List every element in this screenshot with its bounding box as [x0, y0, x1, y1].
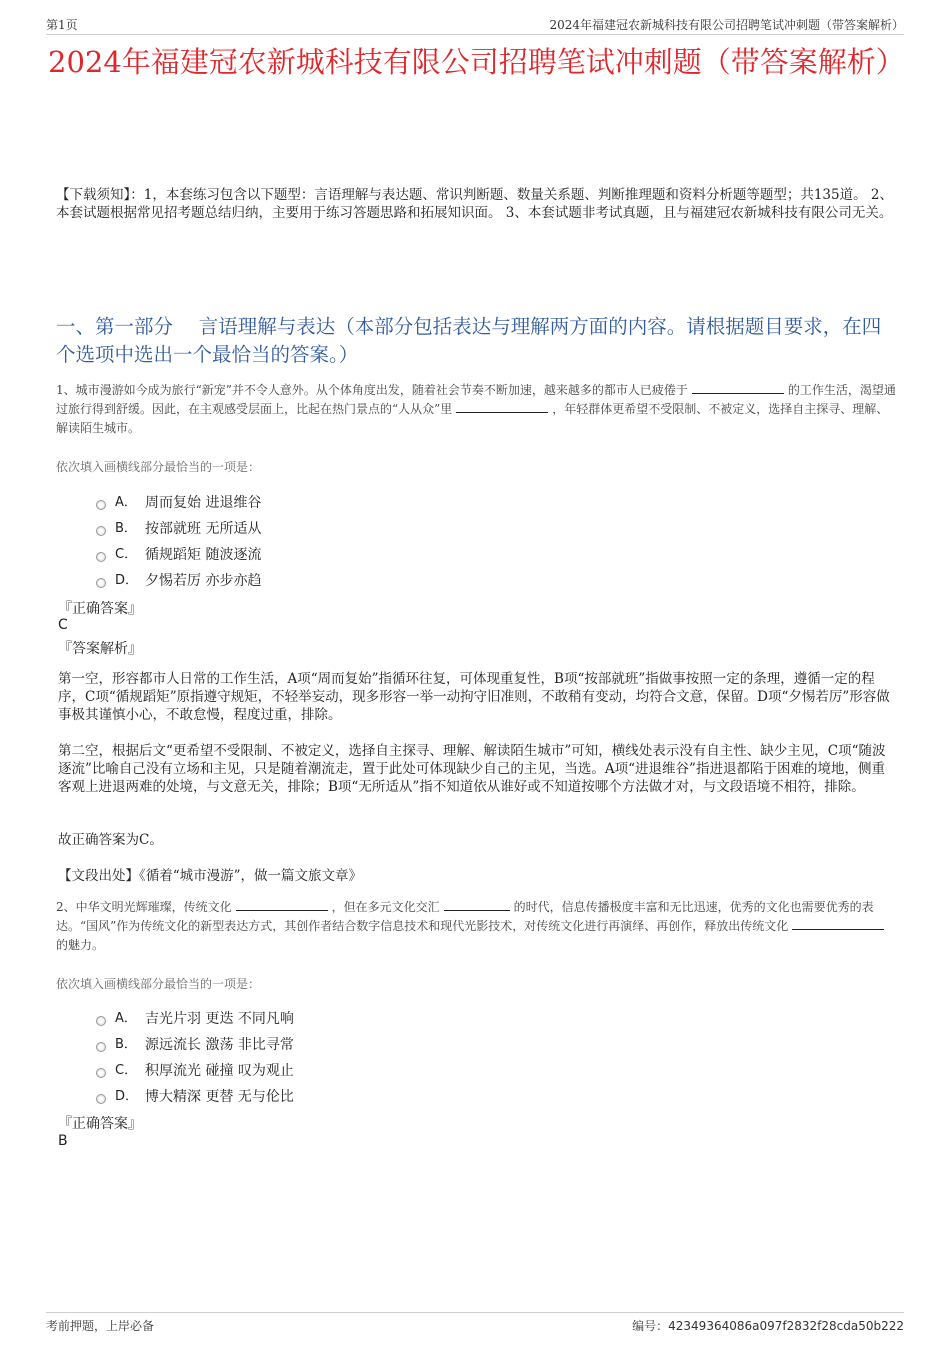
answer-label: 『正确答案』 — [58, 1116, 142, 1132]
option-text: 周而复始 进退维谷 — [145, 495, 262, 511]
question-1-text — [56, 381, 900, 438]
question-text-part: ，但在多元文化交汇 — [331, 900, 440, 914]
option-text: 吉光片羽 更迭 不同凡响 — [145, 1011, 294, 1027]
option-text: 源远流长 激荡 非比寻常 — [145, 1037, 294, 1053]
analysis-label: 『答案解析』 — [58, 641, 142, 657]
fill-blank — [456, 400, 548, 413]
option-letter: D． — [115, 1089, 139, 1104]
question-text-part: 2、中华文明光辉璀璨，传统文化 — [56, 900, 232, 914]
option-text: 夕惕若厉 亦步亦趋 — [145, 573, 262, 589]
radio-icon[interactable] — [96, 1042, 106, 1052]
question-text-part: 的时代，信息传播极度丰富和无比迅速，优秀的文化也需要优秀的表达。“国风”作为传统文化的新型表达方式，其创作者结合数字信息技术和现代光影技术，对传统文化进行再演绎、再创作，释放出传统文化 — [56, 900, 874, 933]
fill-blank — [236, 898, 328, 911]
radio-icon[interactable] — [96, 1068, 106, 1078]
option-letter: B． — [115, 521, 137, 536]
radio-icon[interactable] — [96, 1016, 106, 1026]
question-text-part: 1、城市漫游如今成为旅行“新宠”并不令人意外。从个体角度出发，随着社会节奏不断加速，越来越多的都市人已疲倦于 — [56, 383, 688, 397]
option-d[interactable] — [96, 568, 261, 594]
question-1-options — [96, 490, 261, 594]
question-2-text — [56, 898, 900, 955]
correct-answer: C — [58, 617, 68, 633]
page-header — [46, 14, 904, 35]
fill-blank — [792, 917, 884, 930]
option-letter: D． — [115, 573, 139, 588]
option-c[interactable] — [96, 1058, 294, 1084]
option-text: 积厚流光 碰撞 叹为观止 — [145, 1063, 294, 1079]
analysis-paragraph: 第二空，根据后文“更希望不受限制、不被定义，选择自主探寻、理解、解读陌生城市”可知，横线处表示没有自主性、缺少主见，C项“随波逐流”比喻自己没有立场和主见，只是随着潮流走，置于此处可体现缺少自己的主见，当选。A项“进退维谷”指进退都陷于困难的境地，侧重客观上进退两难的处境，与文意无关，排除；B项“无所适从”指不知道依从谁好或不知道按哪个方法做才对，与文段语境不相符，排除。 — [58, 743, 886, 795]
option-text: 循规蹈矩 随波逐流 — [145, 547, 262, 563]
footer-code-label: 编号： — [632, 1319, 669, 1333]
option-text: 博大精深 更替 无与伦比 — [145, 1089, 294, 1105]
page-footer — [46, 1312, 904, 1335]
fill-blank — [444, 898, 510, 911]
option-letter: A． — [115, 1011, 137, 1026]
section-heading: 一、第一部分 言语理解与表达（本部分包括表达与理解两方面的内容。请根据题目要求，在四个选项中选出一个最恰当的答案。） — [56, 315, 882, 366]
correct-answer: B — [58, 1133, 68, 1149]
option-d[interactable] — [96, 1084, 294, 1110]
radio-icon[interactable] — [96, 526, 106, 536]
analysis-conclusion: 故正确答案为C。 — [58, 832, 163, 848]
option-letter: C． — [115, 1063, 138, 1078]
option-c[interactable] — [96, 542, 261, 568]
option-letter: C． — [115, 547, 138, 562]
fill-blank — [692, 381, 784, 394]
analysis-paragraph: 第一空，形容都市人日常的工作生活，A项“周而复始”指循环往复，可体现重复性，B项“按部就班”指做事按照一定的条理，遵循一定的程序，C项“循规蹈矩”原指遵守规矩，不轻举妄动，现多形容一举一动拘守旧准则，不敢稍有变动，均符合文意，保留。D项“夕惕若厉”形容做事极其谨慎小心，不敢怠慢，程度过重，排除。 — [58, 671, 890, 723]
document-title: 2024年福建冠农新城科技有限公司招聘笔试冲刺题（带答案解析） — [48, 45, 905, 79]
question-text-part: ，年轻群体更希望不受限制、不被定义，选择自主探寻、理解、解读陌生城市。 — [56, 402, 889, 435]
radio-icon[interactable] — [96, 1094, 106, 1104]
option-letter: A． — [115, 495, 137, 510]
option-letter: B． — [115, 1037, 137, 1052]
option-text: 按部就班 无所适从 — [145, 521, 262, 537]
option-a[interactable] — [96, 490, 261, 516]
footer-code-value: 42349364086a097f2832f28cda50b222 — [668, 1319, 904, 1333]
option-a[interactable] — [96, 1006, 294, 1032]
question-2-options — [96, 1006, 294, 1110]
question-text-part: 的魅力。 — [56, 938, 105, 952]
answer-label: 『正确答案』 — [58, 601, 142, 617]
radio-icon[interactable] — [96, 500, 106, 510]
passage-source: 【文段出处】《循着“城市漫游”，做一篇文旅文章》 — [58, 868, 363, 884]
radio-icon[interactable] — [96, 552, 106, 562]
header-doc-title: 2024年福建冠农新城科技有限公司招聘笔试冲刺题（带答案解析） — [549, 18, 904, 32]
footer-slogan: 考前押题，上岸必备 — [46, 1319, 155, 1333]
footer-code — [632, 1317, 904, 1334]
question-1-prompt: 依次填入画横线部分最恰当的一项是： — [56, 460, 261, 474]
radio-icon[interactable] — [96, 578, 106, 588]
download-notice: 【下载须知】：1，本套练习包含以下题型：言语理解与表达题、常识判断题、数量关系题、判断推理题和资料分析题等题型；共135道。 2、本套试题根据常见招考题总结归纳，主要用于练习答题思路和拓展知识面。 3、本套试题非考试真题，且与福建冠农新城科技有限公司无关。 — [56, 187, 893, 221]
question-text-part: 的工作生活，渴望通过旅行得到舒缓。因此，在主观感受层面上，比起在热门景点的“人从众”里 — [56, 383, 896, 416]
page-number: 第1页 — [46, 18, 78, 32]
option-b[interactable] — [96, 516, 261, 542]
question-2-prompt: 依次填入画横线部分最恰当的一项是： — [56, 977, 261, 991]
option-b[interactable] — [96, 1032, 294, 1058]
